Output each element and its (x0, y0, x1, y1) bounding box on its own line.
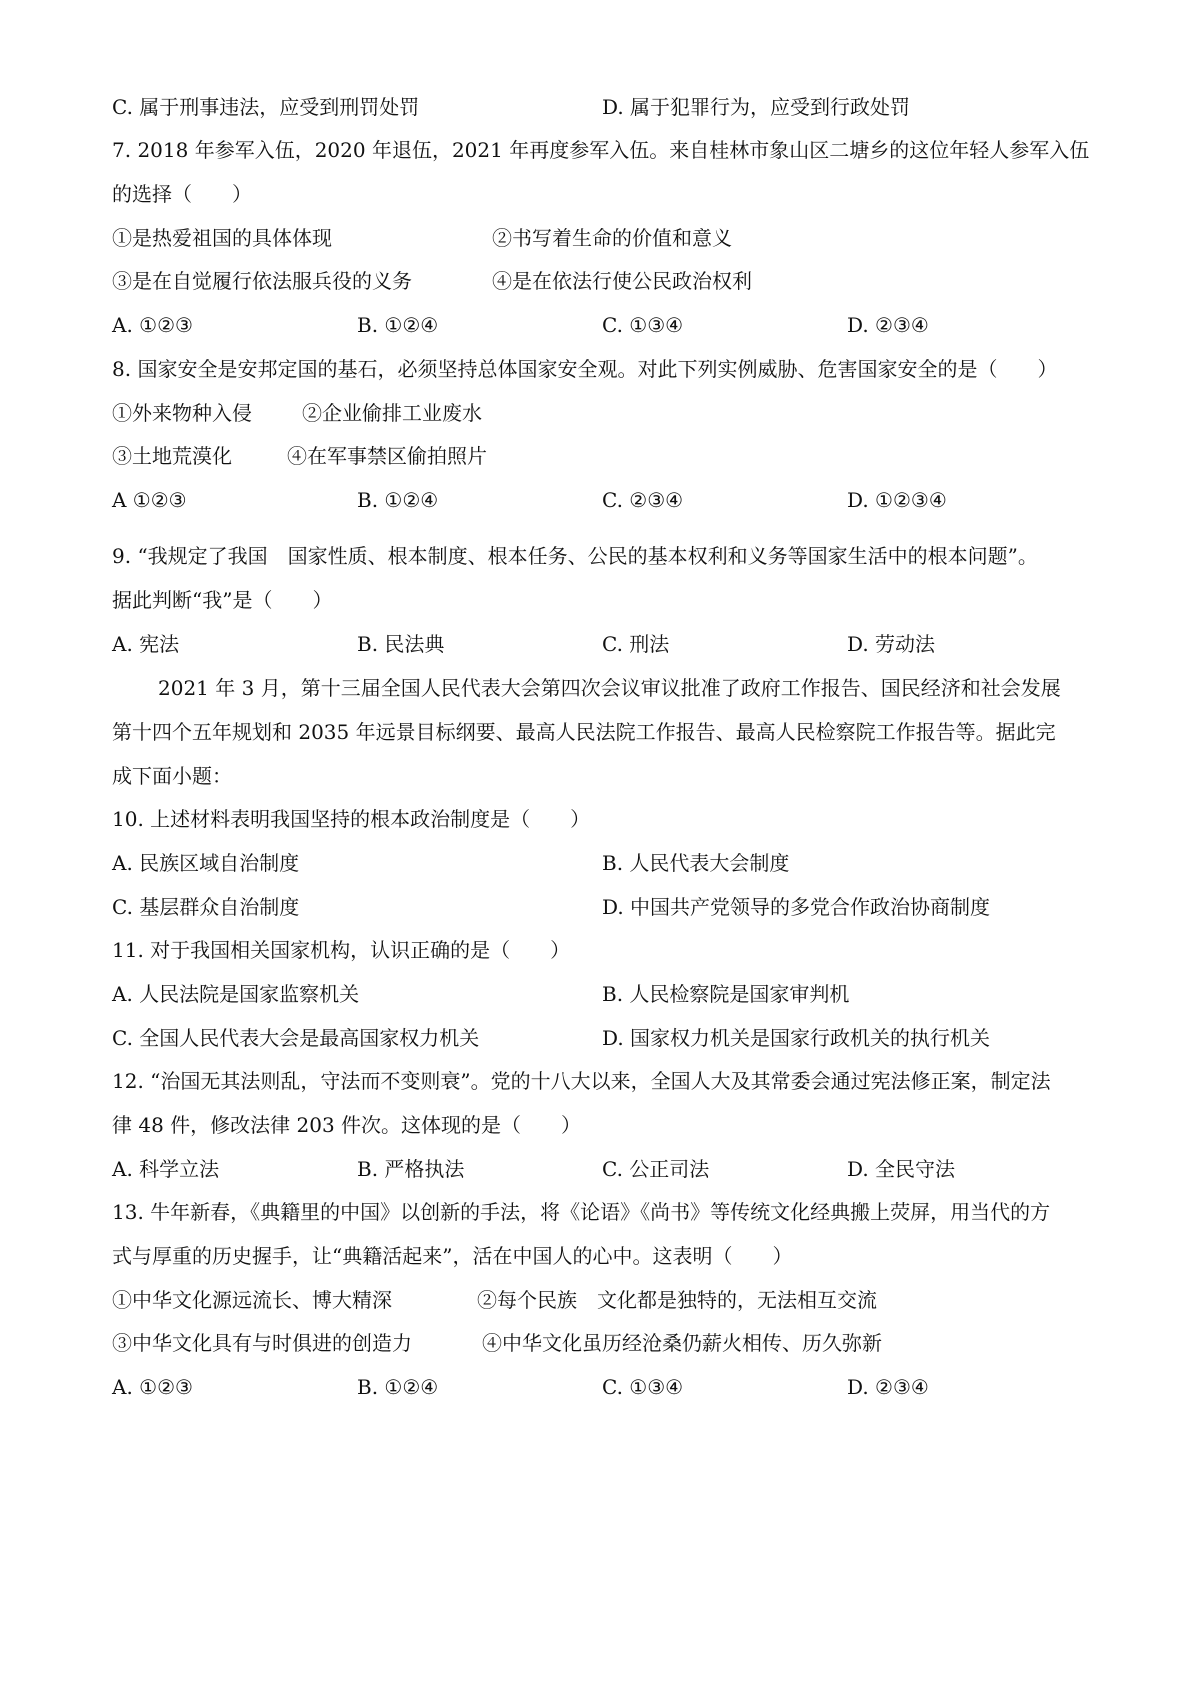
q10-option-c: C. 基层群众自治制度 (112, 895, 300, 919)
q6-option-c: C. 属于刑事违法，应受到刑罚处罚 (112, 95, 420, 119)
q7-option-a: A. ①②③ (112, 313, 193, 337)
q10-option-a: A. 民族区域自治制度 (112, 851, 300, 875)
q7-option-b: B. ①②④ (357, 313, 439, 337)
q11-option-a: A. 人民法院是国家监察机关 (112, 982, 360, 1006)
q9-option-c: C. 刑法 (602, 632, 670, 656)
q13-statements-row2 (112, 1329, 1102, 1357)
q7-option-c: C. ①③④ (602, 313, 684, 337)
q13-statements-row1 (112, 1286, 1102, 1314)
q8-statements-row2 (112, 442, 1102, 470)
q8-statement-3: ③土地荒漠化 (112, 444, 232, 468)
q7-statement-4: ④是在依法行使公民政治权利 (492, 269, 752, 293)
q11-options-row2 (112, 1024, 1102, 1052)
q8-statement-4: ④在军事禁区偷拍照片 (287, 444, 487, 468)
q13-stem-line1: 13. 牛年新春，《典籍里的中国》以创新的手法，将《论语》《尚书》等传统文化经典搬上荧屏，用当代的方 (112, 1200, 1051, 1224)
q11-options-row1 (112, 980, 1102, 1008)
q11-option-d: D. 国家权力机关是国家行政机关的执行机关 (602, 1026, 991, 1050)
q7-stem-line1: 7. 2018 年参军入伍，2020 年退伍，2021 年再度参军入伍。来自桂林市象山区二塘乡的这位年轻人参军入伍 (112, 138, 1090, 162)
q12-option-c: C. 公正司法 (602, 1157, 710, 1181)
q13-statement-1: ①中华文化源远流长、博大精深 (112, 1288, 392, 1312)
material-line1: 2021 年 3 月，第十三届全国人民代表大会第四次会议审议批准了政府工作报告、国民经济和社会发展 (158, 676, 1061, 700)
q10-options-row1 (112, 849, 1102, 877)
q7-statements-row1 (112, 224, 1102, 252)
q13-statement-4: ④中华文化虽历经沧桑仍薪火相传、历久弥新 (482, 1331, 882, 1355)
q9-options-row (112, 630, 1102, 658)
q9-option-b: B. 民法典 (357, 632, 445, 656)
material-line3: 成下面小题： (112, 764, 232, 788)
q6-options-row (112, 93, 1102, 121)
q8-option-a: A ①②③ (112, 488, 187, 512)
q8-statements-row1 (112, 399, 1102, 427)
q9-stem-line2: 据此判断“我”是（ ） (112, 588, 333, 612)
q12-stem-line1: 12. “治国无其法则乱，守法而不变则衰”。党的十八大以来，全国人大及其常委会通过宪法修正案，制定法 (112, 1069, 1051, 1093)
q13-option-c: C. ①③④ (602, 1375, 684, 1399)
q7-statement-3: ③是在自觉履行依法服兵役的义务 (112, 269, 412, 293)
q12-option-a: A. 科学立法 (112, 1157, 220, 1181)
q13-option-b: B. ①②④ (357, 1375, 439, 1399)
q10-option-b: B. 人民代表大会制度 (602, 851, 790, 875)
q9-stem-line1: 9. “我规定了我国 国家性质、根本制度、根本任务、公民的基本权利和义务等国家生活中的根本问题”。 (112, 544, 1038, 568)
q10-options-row2 (112, 893, 1102, 921)
q10-stem: 10. 上述材料表明我国坚持的根本政治制度是（ ） (112, 807, 591, 831)
q13-option-a: A. ①②③ (112, 1375, 193, 1399)
q6-option-d: D. 属于犯罪行为，应受到行政处罚 (602, 95, 911, 119)
q11-option-c: C. 全国人民代表大会是最高国家权力机关 (112, 1026, 480, 1050)
q13-statement-3: ③中华文化具有与时俱进的创造力 (112, 1331, 412, 1355)
q7-statement-2: ②书写着生命的价值和意义 (492, 226, 732, 250)
q7-stem-line2: 的选择（ ） (112, 182, 252, 206)
q8-statement-2: ②企业偷排工业废水 (302, 401, 482, 425)
q12-option-d: D. 全民守法 (847, 1157, 956, 1181)
q7-options-row (112, 311, 1102, 339)
q13-options-row (112, 1373, 1102, 1401)
q12-stem-line2: 律 48 件，修改法律 203 件次。这体现的是（ ） (112, 1113, 582, 1137)
q7-statements-row2 (112, 267, 1102, 295)
q7-option-d: D. ②③④ (847, 313, 929, 337)
q11-option-b: B. 人民检察院是国家审判机 (602, 982, 850, 1006)
q8-option-d: D. ①②③④ (847, 488, 947, 512)
q7-statement-1: ①是热爱祖国的具体体现 (112, 226, 332, 250)
q8-statement-1: ①外来物种入侵 (112, 401, 252, 425)
q9-option-a: A. 宪法 (112, 632, 180, 656)
q9-option-d: D. 劳动法 (847, 632, 936, 656)
q8-option-b: B. ①②④ (357, 488, 439, 512)
q8-options-row (112, 486, 1102, 514)
q11-stem: 11. 对于我国相关国家机构，认识正确的是（ ） (112, 938, 571, 962)
q12-option-b: B. 严格执法 (357, 1157, 465, 1181)
q8-stem: 8. 国家安全是安邦定国的基石，必须坚持总体国家安全观。对此下列实例威胁、危害国家安全的是（ ） (112, 357, 1058, 381)
q10-option-d: D. 中国共产党领导的多党合作政治协商制度 (602, 895, 991, 919)
q13-statement-2: ②每个民族 文化都是独特的，无法相互交流 (477, 1288, 877, 1312)
q13-option-d: D. ②③④ (847, 1375, 929, 1399)
q8-option-c: C. ②③④ (602, 488, 684, 512)
material-line2: 第十四个五年规划和 2035 年远景目标纲要、最高人民法院工作报告、最高人民检察院工作报告等。据此完 (112, 720, 1056, 744)
q12-options-row (112, 1155, 1102, 1183)
q13-stem-line2: 式与厚重的历史握手，让“典籍活起来”，活在中国人的心中。这表明（ ） (112, 1244, 793, 1268)
